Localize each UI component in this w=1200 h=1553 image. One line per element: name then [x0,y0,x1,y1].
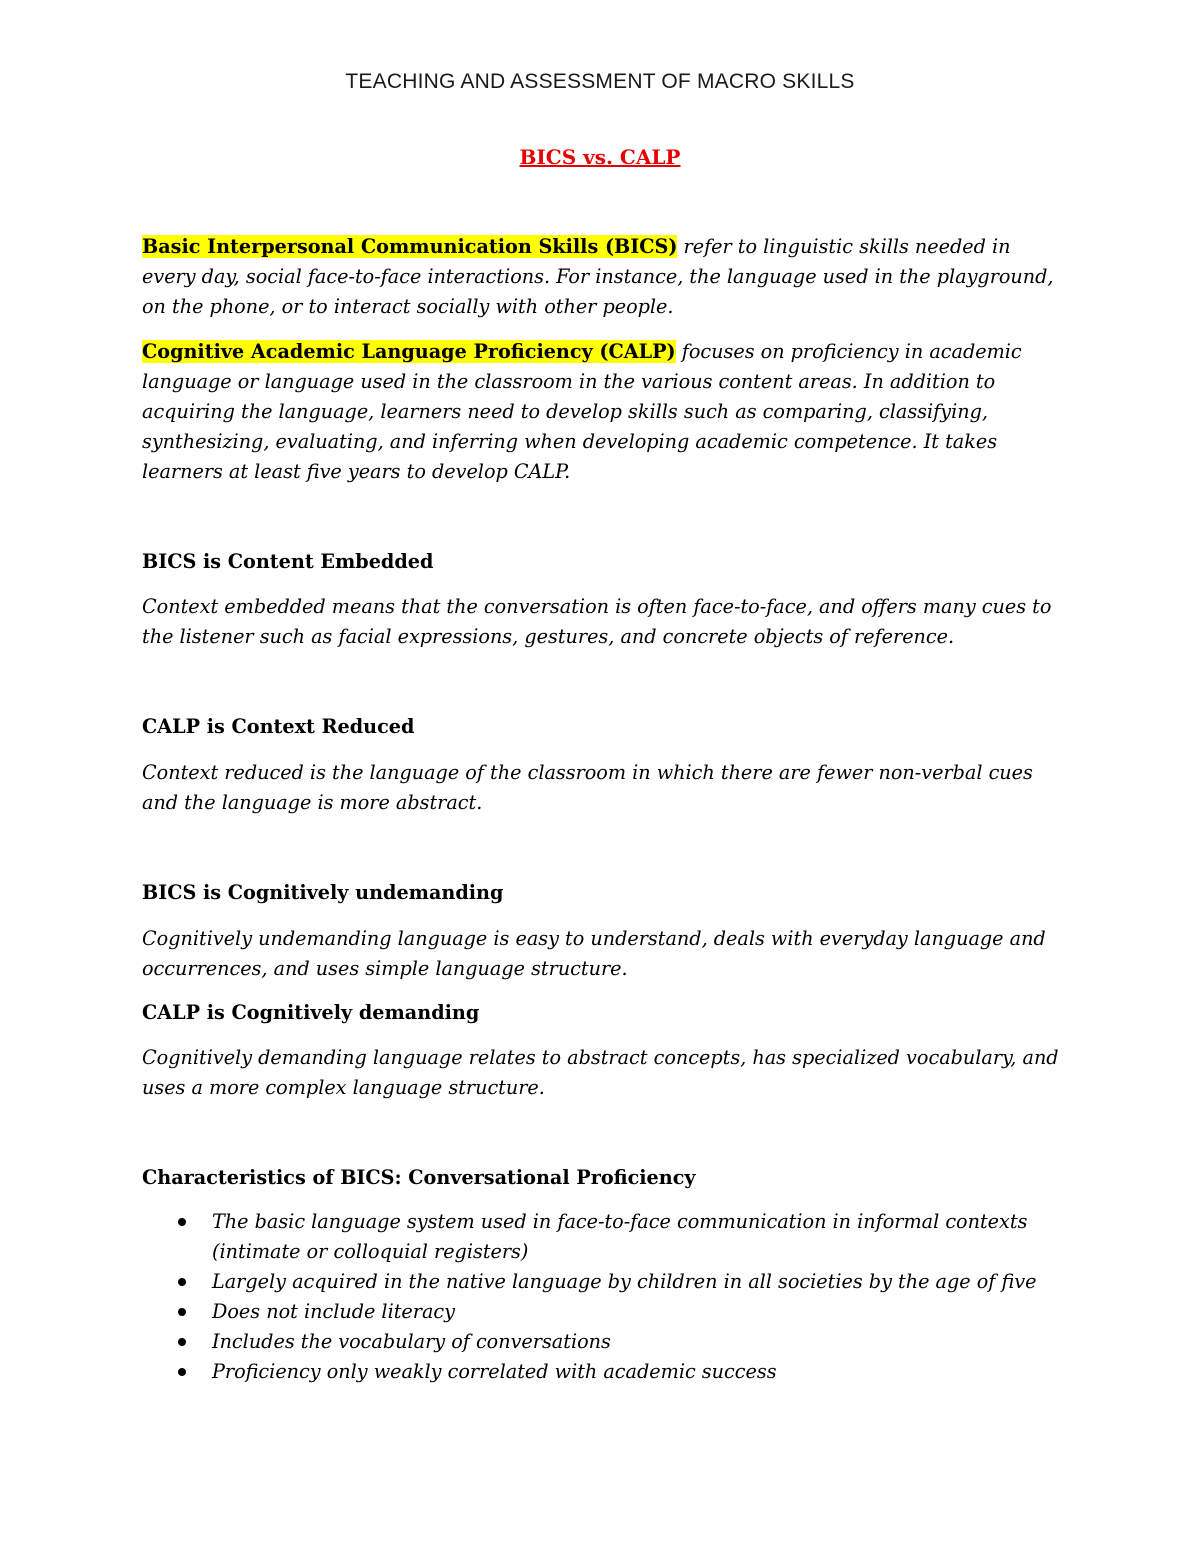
list-item-text: Largely acquired in the native language by children in all societies by the age of five [212,1270,1037,1293]
characteristics-heading: Characteristics of BICS: Conversational Proficiency [142,1166,696,1189]
bics-term-highlight: Basic Interpersonal Communication Skills (BICS) [142,235,678,258]
list-item [142,1297,1062,1327]
list-item [142,1267,1062,1297]
document-body [142,232,1062,1387]
section-heading: BICS is Cognitively undemanding [142,881,504,904]
list-item-text: Proficiency only weakly correlated with academic success [212,1360,777,1383]
section-body: Cognitively undemanding language is easy to understand, deals with everyday language and occurrences, and uses simple language structure. [142,927,1046,980]
section-body: Context reduced is the language of the classroom in which there are fewer non-verbal cues and the language is more abstract. [142,761,1033,814]
list-item-text: The basic language system used in face-to-face communication in informal contexts (intimate or colloquial registers) [212,1210,1028,1263]
bullet-icon [178,1368,186,1376]
calp-definition-text: focuses on proficiency in academic language or language used in the classroom in the various content areas. In addition to acquiring the language, learners need to develop skills such as comparing, classifying, synthesizing, evaluating, and inferring when developing academic competence. It takes learners at least five years to develop CALP. [142,340,1022,483]
section-heading: CALP is Cognitively demanding [142,1001,480,1024]
characteristics-list [142,1207,1062,1387]
section-heading: BICS is Content Embedded [142,550,434,573]
list-item-text: Does not include literacy [212,1300,455,1323]
list-item [142,1207,1062,1267]
section-heading: CALP is Context Reduced [142,715,415,738]
bics-definition-paragraph [142,232,1062,322]
list-item [142,1357,1062,1387]
list-item-text: Includes the vocabulary of conversations [212,1330,611,1353]
bullet-icon [178,1278,186,1286]
bics-definition-text: refer to linguistic skills needed in every day, social face-to-face interactions. For instance, the language used in the playground, on the phone, or to interact socially with other people. [142,235,1054,318]
list-item [142,1327,1062,1357]
page-header: TEACHING AND ASSESSMENT OF MACRO SKILLS [345,70,855,93]
bullet-icon [178,1338,186,1346]
section-body: Context embedded means that the conversation is often face-to-face, and offers many cues to the listener such as facial expressions, gestures, and concrete objects of reference. [142,595,1052,648]
calp-definition-paragraph [142,337,1062,487]
bullet-icon [178,1218,186,1226]
calp-term-highlight: Cognitive Academic Language Proficiency (CALP) [142,340,676,363]
section-body: Cognitively demanding language relates to abstract concepts, has specialized vocabulary, and uses a more complex language structure. [142,1046,1059,1099]
bullet-icon [178,1308,186,1316]
document-title: BICS vs. CALP [519,145,681,169]
